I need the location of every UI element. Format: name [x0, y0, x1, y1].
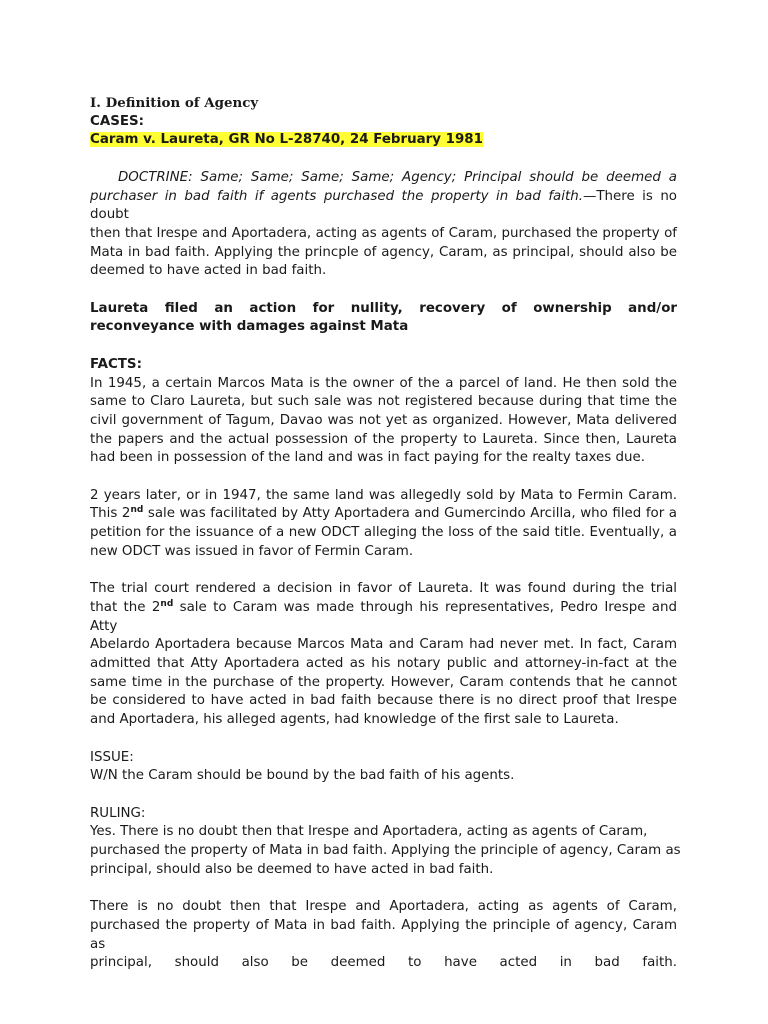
document-body — [90, 94, 681, 973]
section-title: I. Definition of Agency — [90, 95, 259, 111]
cases-label: CASES: — [90, 113, 144, 129]
ruling-line: principal, should also be deemed to have acted in bad faith. — [90, 861, 494, 877]
ruling-label: RULING: — [90, 805, 146, 821]
ruling-line: Yes. There is no doubt then that Irespe and Aportadera, acting as agents of Caram, — [90, 824, 648, 840]
action-heading: Laureta filed an action for nullity, recovery of ownership and/or — [90, 300, 677, 316]
facts-line: be considered to have acted in bad faith because there is no direct proof that Irespe — [90, 693, 677, 709]
facts-line: The trial court rendered a decision in favor of Laureta. It was found during the trial — [90, 581, 677, 597]
issue-text: W/N the Caram should be bound by the bad faith of his agents. — [90, 768, 515, 784]
issue-label: ISSUE: — [90, 749, 134, 765]
facts-line: and Aportadera, his alleged agents, had knowledge of the first sale to Laureta. — [90, 712, 619, 728]
facts-line: had been in possession of the land and was in fact paying for the realty taxes due. — [90, 450, 646, 466]
facts-line: new ODCT was issued in favor of Fermin Caram. — [90, 543, 414, 559]
doctrine-line: then that Irespe and Aportadera, acting as agents of Caram, purchased the property of — [90, 225, 677, 241]
ruling-line: purchased the property of Mata in bad faith. Applying the principle of agency, Caram as — [90, 917, 677, 952]
facts-line: same time in the purchase of the property. However, Caram contends that he cannot — [90, 674, 677, 690]
facts-line: Abelardo Aportadera because Marcos Mata and Caram had never met. In fact, Caram — [90, 637, 677, 653]
action-heading: reconveyance with damages against Mata — [90, 319, 409, 335]
facts-line: This 2nd sale was facilitated by Atty Aportadera and Gumercindo Arcilla, who filed for a — [90, 505, 677, 522]
facts-label: FACTS: — [90, 356, 142, 372]
facts-line: civil government of Tagum, Davao was not yet as organized. However, Mata delivered — [90, 412, 677, 428]
doctrine-line: DOCTRINE: Same; Same; Same; Same; Agency; Principal should be deemed a — [118, 169, 677, 185]
doctrine-line: Mata in bad faith. Applying the princple of agency, Caram, as principal, should also be — [90, 244, 677, 260]
facts-line: that the 2nd sale to Caram was made through his representatives, Pedro Irespe and Atty — [90, 598, 677, 634]
doctrine-line: deemed to have acted in bad faith. — [90, 263, 327, 279]
ruling-line: purchased the property of Mata in bad faith. Applying the principle of agency, Caram as — [90, 843, 681, 859]
facts-line: admitted that Atty Aportadera acted as his notary public and attorney-in-fact at the — [90, 656, 677, 672]
ruling-line: There is no doubt then that Irespe and Aportadera, acting as agents of Caram, — [90, 899, 677, 915]
facts-line: petition for the issuance of a new ODCT alleging the loss of the said title. Eventually, a — [90, 525, 677, 541]
case-citation: Caram v. Laureta, GR No L-28740, 24 February 1981 — [90, 132, 483, 148]
facts-line: 2 years later, or in 1947, the same land was allegedly sold by Mata to Fermin Caram. — [90, 487, 677, 503]
ruling-line: principal, should also be deemed to have acted in bad faith. — [90, 955, 677, 971]
facts-line: the papers and the actual possession of the property to Laureta. Since then, Laureta — [90, 431, 677, 447]
facts-line: same to Claro Laureta, but such sale was not registered because during that time the — [90, 394, 677, 410]
doctrine-line: purchaser in bad faith if agents purchased the property in bad faith.—There is no doubt — [90, 188, 678, 223]
facts-line: In 1945, a certain Marcos Mata is the owner of the a parcel of land. He then sold the — [90, 375, 677, 391]
